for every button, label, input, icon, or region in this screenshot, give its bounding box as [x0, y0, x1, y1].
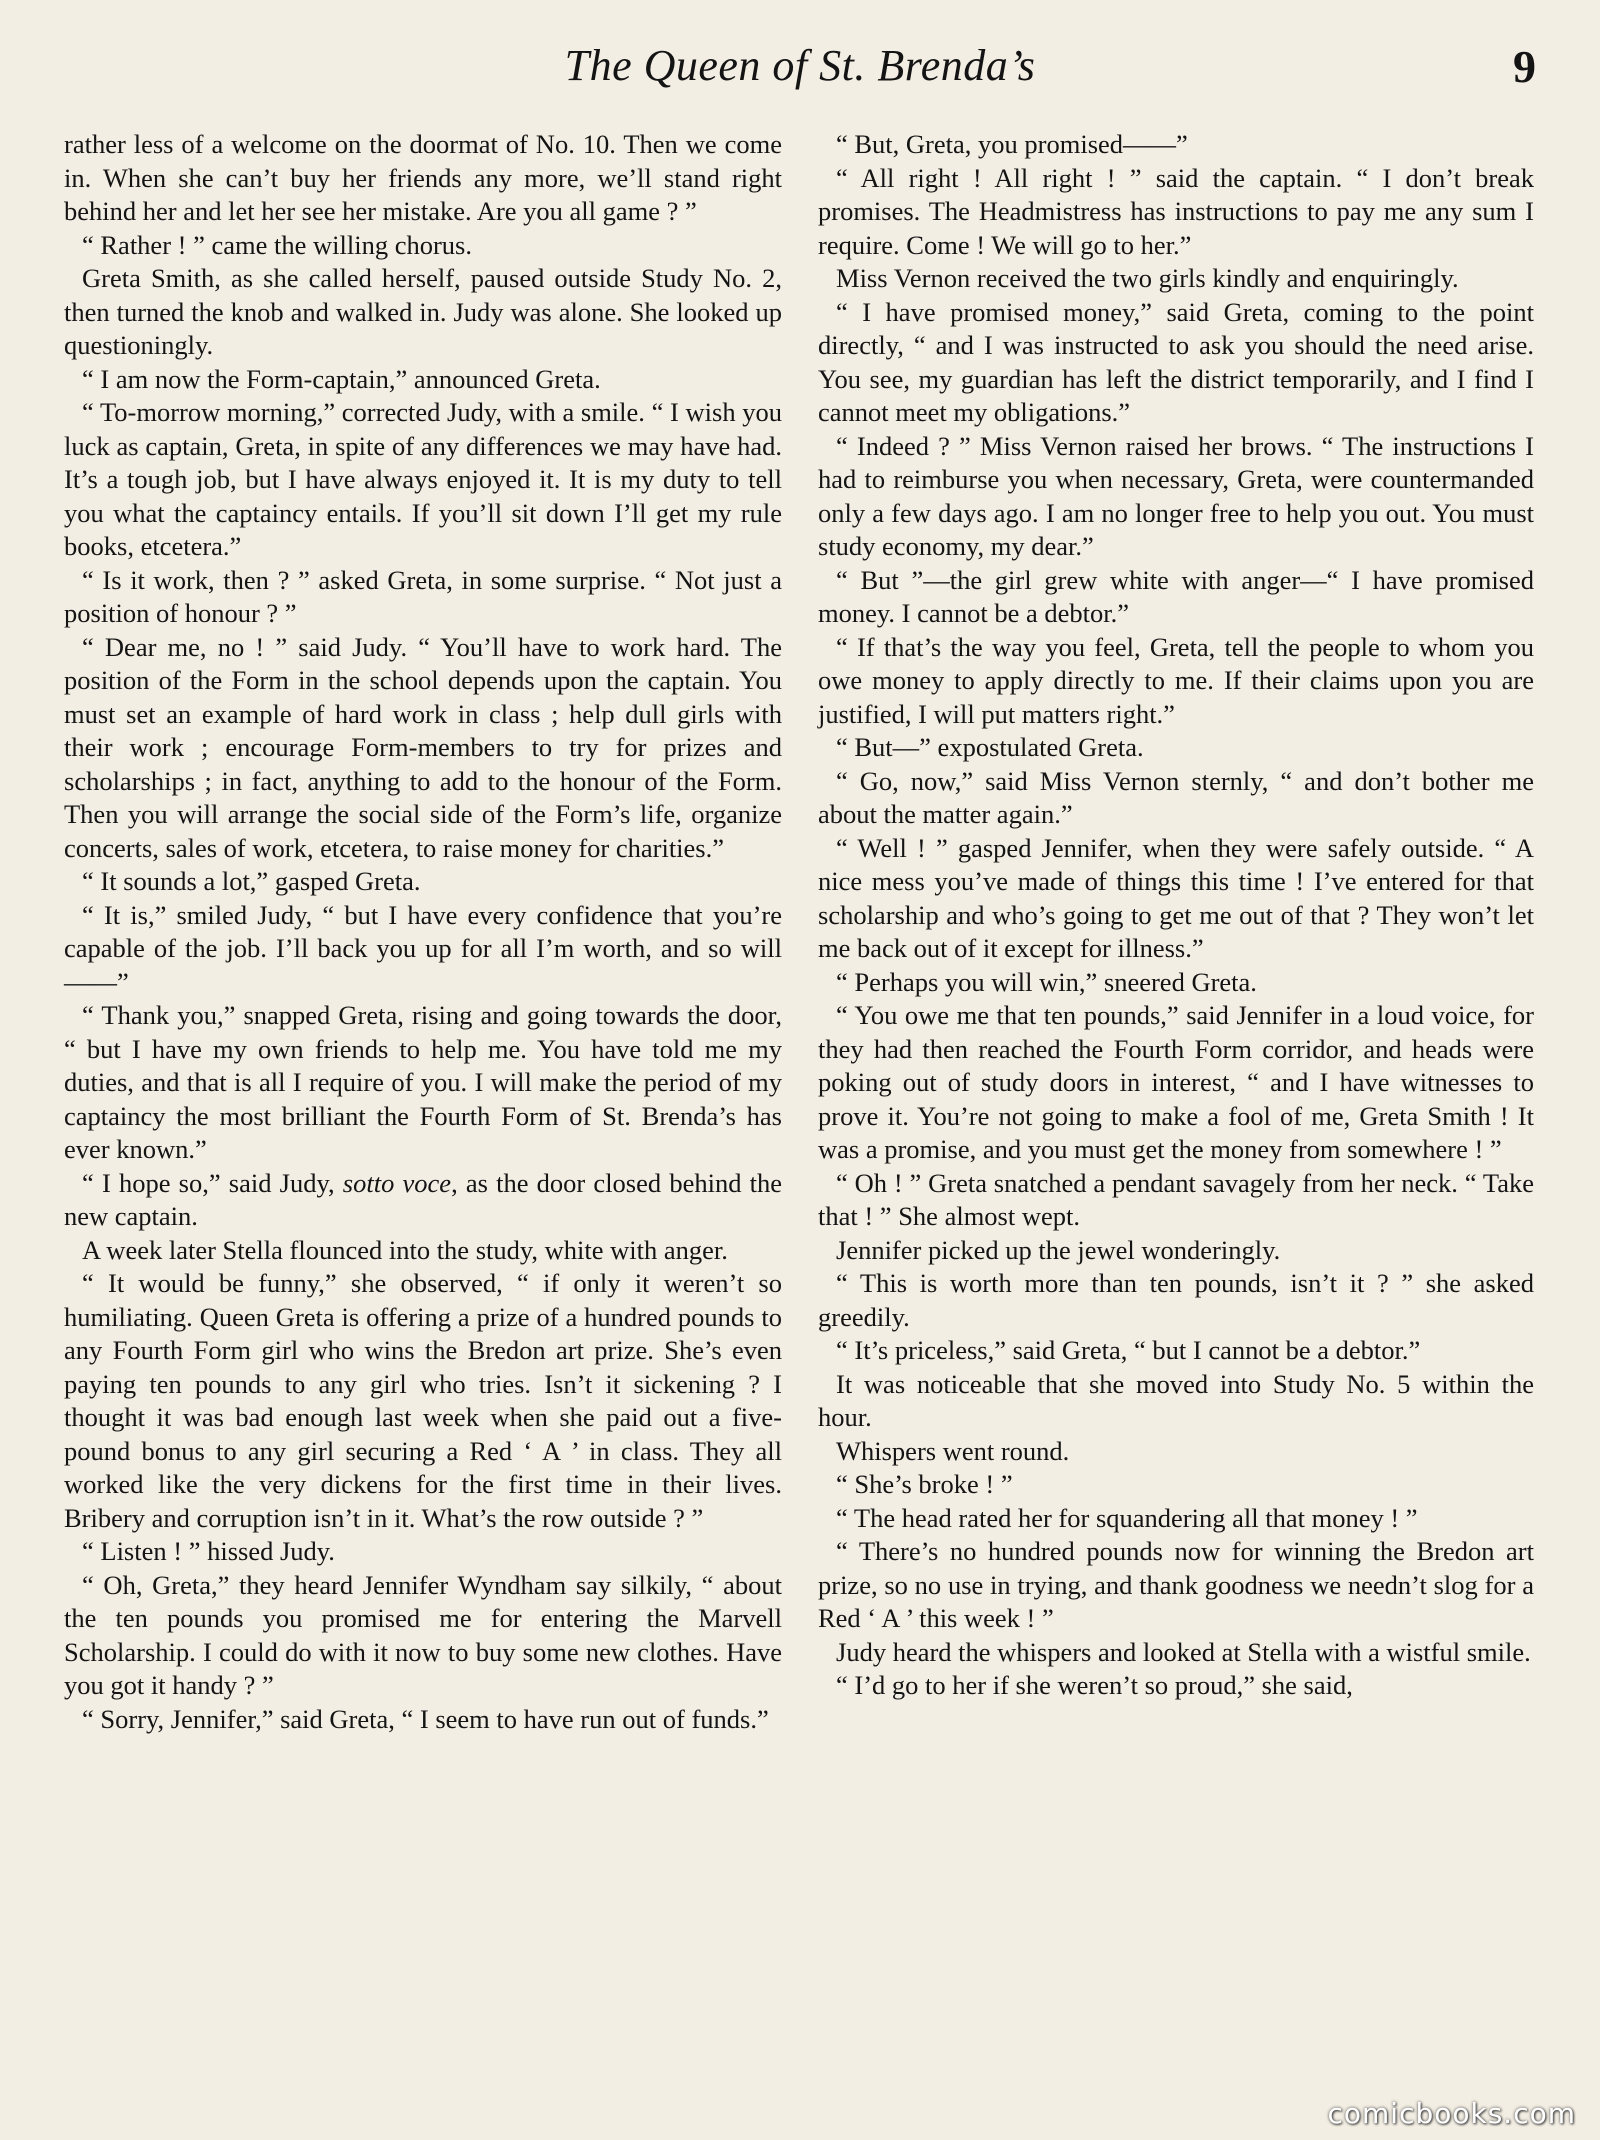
paragraph: “ It would be funny,” she observed, “ if only it weren’t so humiliating. Queen Greta is offering a prize of a hundred pounds to any Fourth Form girl who wins the Bredon art prize. She’s even paying ten pounds to any girl who tries. Isn’t it sickening ? I thought it was bad enough last week when she paid out a five-pound bonus to any girl securing a Red ‘ A ’ in class. They all worked like the very dickens for the first time in their lives. Bribery and corruption isn’t in it. What’s the row outside ? ” — [64, 1268, 782, 1533]
paragraph: rather less of a welcome on the doormat of No. 10. Then we come in. When she can’t buy her friends any more, we’ll stand right behind her and let her see her mistake. Are you all game ? ” — [64, 129, 782, 226]
paragraph: Whispers went round. — [836, 1435, 1070, 1466]
paragraph: “ Sorry, Jennifer,” said Greta, “ I seem to have run out of funds.” — [82, 1703, 769, 1734]
paragraph: “ I have promised money,” said Greta, coming to the point directly, “ and I was instructed to ask you should the need arise. You see, my guardian has left the district temporarily, and I find I cannot meet my obligations.” — [818, 296, 1534, 427]
paragraph: “ I hope so,” said Judy, sotto voce, as the door closed behind the new captain. — [64, 1167, 782, 1231]
paragraph: “ You owe me that ten pounds,” said Jennifer in a loud voice, for they had then reached the Fourth Form corridor, and heads were poking out of study doors in interest, “ and I have witnesses to prove it. You’re not going to make a fool of me, Greta Smith ! It was a promise, and you must get the money from somewhere ! ” — [818, 1000, 1534, 1164]
paragraph: “ All right ! All right ! ” said the captain. “ I don’t break promises. The Headmistress has instructions to pay me any sum I require. Come ! We will go to her.” — [818, 162, 1534, 260]
paragraph: “ Go, now,” said Miss Vernon sternly, “ and don’t bother me about the matter again.” — [818, 765, 1534, 829]
paragraph: “ Oh, Greta,” they heard Jennifer Wyndham say silkily, “ about the ten pounds you promised me for entering the Marvell Scholarship. I could do with it now to buy some new clothes. Have you got it handy ? ” — [64, 1569, 782, 1700]
paragraph: “ There’s no hundred pounds now for winning the Bredon art prize, so no use in trying, and thank goodness we needn’t slog for a Red ‘ A ’ this week ! ” — [818, 1536, 1534, 1633]
paragraph: “ I am now the Form-captain,” announced Greta. — [82, 363, 601, 394]
paragraph: “ Oh ! ” Greta snatched a pendant savagely from her neck. “ Take that ! ” She almost wept. — [818, 1167, 1534, 1231]
paragraph: “ It’s priceless,” said Greta, “ but I cannot be a debtor.” — [836, 1335, 1421, 1365]
paragraph: “ Thank you,” snapped Greta, rising and going towards the door, “ but I have my own friends to help me. You have told me my duties, and that is all I require of you. I will make the period of my captaincy the most brilliant the Fourth Form of St. Brenda’s has ever known.” — [64, 1000, 782, 1164]
paragraph: “ Is it work, then ? ” asked Greta, in some surprise. “ Not just a position of honour ? ” — [64, 564, 782, 628]
paragraph: A week later Stella flounced into the study, white with anger. — [82, 1234, 728, 1265]
paragraph: “ Rather ! ” came the willing chorus. — [82, 229, 472, 260]
paragraph: “ Listen ! ” hissed Judy. — [82, 1536, 335, 1566]
paragraph: Judy heard the whispers and looked at Stella with a wistful smile. — [836, 1636, 1531, 1667]
page-header — [0, 40, 1600, 100]
running-title: The Queen of St. Brenda’s — [564, 41, 1036, 90]
paragraph: “ But ”—the girl grew white with anger—“ I have promised money. I cannot be a debtor.” — [818, 564, 1534, 628]
paragraph: “ This is worth more than ten pounds, isn’t it ? ” she asked greedily. — [818, 1268, 1534, 1332]
left-column — [64, 128, 782, 1736]
right-column — [818, 128, 1534, 1703]
paragraph: “ But, Greta, you promised——” — [836, 129, 1188, 159]
paragraph: It was noticeable that she moved into Study No. 5 within the hour. — [818, 1368, 1534, 1432]
paragraph: “ It is,” smiled Judy, “ but I have every confidence that you’re capable of the job. I’ll back you up for all I’m worth, and so will——” — [64, 899, 782, 997]
paragraph: Greta Smith, as she called herself, paused outside Study No. 2, then turned the knob and walked in. Judy was alone. She looked up questioningly. — [64, 263, 782, 360]
page-number: 9 — [1513, 41, 1536, 92]
paragraph: “ She’s broke ! ” — [836, 1469, 1013, 1499]
paragraph: “ If that’s the way you feel, Greta, tell the people to whom you owe money to apply directly to me. If their claims upon you are justified, I will put matters right.” — [818, 631, 1534, 729]
paragraph: “ Well ! ” gasped Jennifer, when they were safely outside. “ A nice mess you’ve made of things this time ! I’ve entered for that scholarship and who’s going to get me out of that ? They won’t let me back out of it except for illness.” — [818, 832, 1534, 963]
paragraph: “ It sounds a lot,” gasped Greta. — [82, 866, 421, 896]
paragraph: “ Dear me, no ! ” said Judy. “ You’ll have to work hard. The position of the Form in the school depends upon the captain. You must set an example of hard work in class ; help dull girls with their work ; encourage Form-members to try for prizes and scholarships ; in fact, anything to add to the honour of the Form. Then you will arrange the social side of the Form’s life, organize concerts, sales of work, etcetera, to raise money for charities.” — [64, 631, 782, 863]
paragraph: Jennifer picked up the jewel wonderingly. — [836, 1234, 1281, 1265]
paragraph: Miss Vernon received the two girls kindly and enquiringly. — [836, 263, 1459, 293]
paragraph: “ I’d go to her if she weren’t so proud,” she said, — [836, 1670, 1353, 1700]
paragraph: “ Perhaps you will win,” sneered Greta. — [836, 966, 1257, 997]
paragraph: “ To-morrow morning,” corrected Judy, with a smile. “ I wish you luck as captain, Greta, in spite of any differences we may have had. It’s a tough job, but I have always enjoyed it. It is my duty to tell you what the captaincy entails. If you’ll sit down I’ll get my rule books, etcetera.” — [64, 397, 782, 561]
paragraph: “ But—” expostulated Greta. — [836, 732, 1144, 762]
paragraph: “ Indeed ? ” Miss Vernon raised her brows. “ The instructions I had to reimburse you when necessary, Greta, were countermanded only a few days ago. I am no longer free to help you out. You must study economy, my dear.” — [818, 430, 1534, 561]
paragraph: “ The head rated her for squandering all that money ! ” — [836, 1502, 1418, 1533]
site-watermark: comicbooks.com — [1327, 2097, 1576, 2130]
